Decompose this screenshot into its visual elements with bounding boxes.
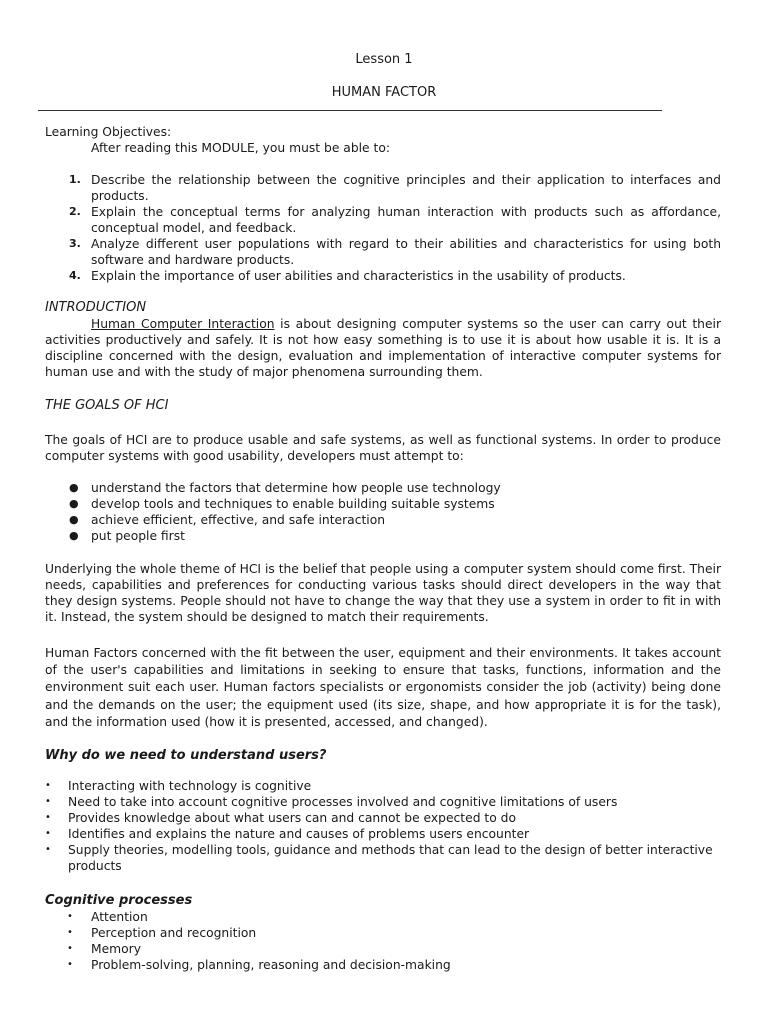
cognitive-list [45,909,721,973]
objectives-list [45,172,721,284]
introduction-paragraph: Human Computer Interaction is about designing computer systems so the user can carry out their activities productively and safely. It is not how easy something is to use it is about how usable it is. It is a discipline concerned with the design, evaluation and implementation of interactive computer systems for human use and with the study of major phenomena surrounding them. [45,317,721,379]
goals-bullets [45,480,721,544]
list-item: • Perception and recognition [67,926,257,940]
objective-item: 1. Describe the relationship between the cognitive principles and their application to interfaces and products. [69,173,721,203]
objective-item: 2. Explain the conceptual terms for analyzing human interaction with products such as affordance, conceptual model, and feedback. [69,205,721,235]
why-users-list [45,778,721,874]
list-item: ● develop tools and techniques to enable building suitable systems [69,497,495,511]
objectives-heading: Learning Objectives: [45,125,172,139]
lesson-label: Lesson 1 [355,52,413,67]
list-item: • Memory [67,942,142,956]
cognitive-processes-section [45,893,721,973]
goals-heading: THE GOALS OF HCI [45,398,169,413]
list-item: • Need to take into account cognitive processes involved and cognitive limitations of users [45,795,618,809]
why-users-section [45,748,721,874]
list-item: ● put people first [69,529,185,543]
goals-paragraph-3: Human Factors concerned with the fit between the user, equipment and their environments. It takes account of the user's capabilities and limitations in seeking to ensure that tasks, functions, information and the environment suit each user. Human factors specialists or ergonomists consider the job (activity) being done and the demands on the user; the equipment used (its size, shape, and how appropriate it is for the task), and the information used (how it is presented, accessed, and changed). [45,646,721,729]
objectives-intro: After reading this MODULE, you must be able to: [91,141,391,155]
title-divider [38,110,662,111]
list-item: ● achieve efficient, effective, and safe interaction [69,513,386,527]
objective-item: 4. Explain the importance of user abilities and characteristics in the usability of products. [69,269,626,283]
page-title: HUMAN FACTOR [331,85,437,100]
list-item: • Identifies and explains the nature and causes of problems users encounter [45,827,530,841]
list-item: • Problem-solving, planning, reasoning and decision-making [67,958,451,972]
introduction-section [45,300,721,380]
learning-objectives-section [45,124,721,284]
goals-paragraph-2: Underlying the whole theme of HCI is the belief that people using a computer system should come first. Their needs, capabilities and preferences for conducting various tasks should direct developers in the way that they design systems. People should not have to change the way that they use a system in order to fit in with it. Instead, the system should be designed to match their requirements. [45,562,721,624]
goals-paragraph-1: The goals of HCI are to produce usable and safe systems, as well as functional systems. In order to produce computer systems with good usability, developers must attempt to: [45,433,721,463]
list-item: • Supply theories, modelling tools, guidance and methods that can lead to the design of better interactive products [45,843,713,873]
hci-term: Human Computer Interaction [91,317,275,331]
objective-item: 3. Analyze different user populations with regard to their abilities and characteristics for using both software and hardware products. [69,237,721,267]
cognitive-heading: Cognitive processes [45,893,193,908]
list-item: ● understand the factors that determine how people use technology [69,481,501,495]
why-users-heading: Why do we need to understand users? [45,748,327,763]
list-item: • Provides knowledge about what users can and cannot be expected to do [45,811,516,825]
goals-heading-block [45,398,721,414]
introduction-heading: INTRODUCTION [45,300,147,315]
list-item: • Attention [67,910,148,924]
list-item: • Interacting with technology is cognitive [45,779,312,793]
